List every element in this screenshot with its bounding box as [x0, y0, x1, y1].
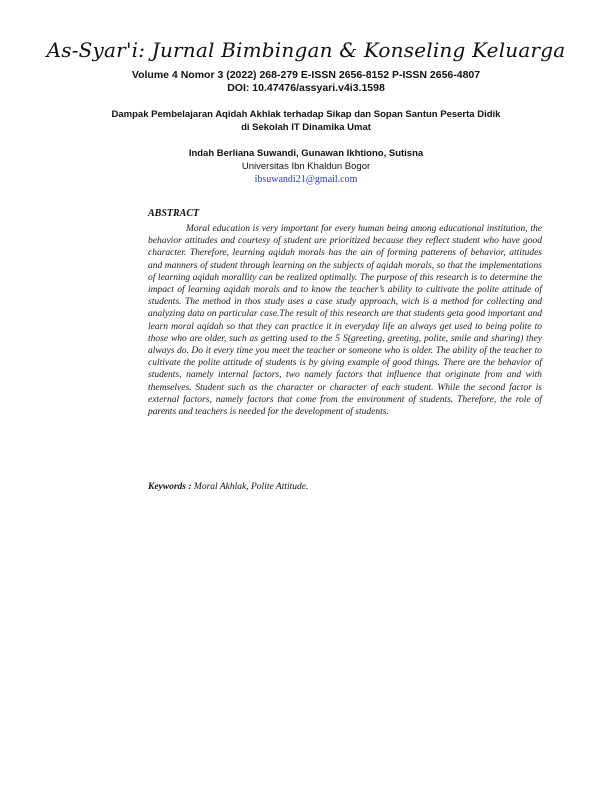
journal-title: As-Syar'i: Jurnal Bimbingan & Konseling Keluarga	[46, 38, 566, 62]
abstract-body: Moral education is very important for every human being among educational institution, the behavior attitudes and courtesy of student are prioritized because they reflect student who have good character. Therefore, learning aqidah morals has the ain of forming patterens of behavior, attitudes and manners of student through learning on the subjects of aqidah morals, so that the implementations of learning aqidah morallity can be realized optimally. The purpose of this research is to determine the impact of learning aqidah morals and to know the teacher’s ability to cultivate the polite attitude of students. The method in thos study uses a case study approach, wich is a method for collecting and analyzing data on particular case.The result of this research are that students geta good important and learn moral aqidah so that they can practice it in everyday life an always get used to being polite to those who are older, such as getting used to the 5 S(greeting, greeting, polite, smile and sharing) they always do. Do it every time you meet the teacher or someone who is older. The ability of the teacher to cultivate the polite attitude of students is by giving example of good things. There are the behavior of students, namely internal factors, two namely factors that influence that originate from and with themselves. Student such as the character or character of each student. While the second factor is external factors, namely factors that come from the environment of students. Therefore, the role of parents and teachers is needed for the development of students.	[148, 224, 542, 418]
keywords-label: Keywords :	[148, 482, 192, 492]
author-list: Indah Berliana Suwandi, Gunawan Ikhtiono, Sutisna	[188, 148, 424, 159]
author-email-link[interactable]: ibsuwandi21@gmail.com	[254, 174, 358, 185]
author-affiliation: Universitas Ibn Khaldun Bogor	[241, 161, 371, 172]
doi-line[interactable]: DOI: 10.47476/assyari.v4i3.1598	[227, 82, 385, 94]
volume-issn-line: Volume 4 Nomor 3 (2022) 268-279 E-ISSN 2656-8152 P-ISSN 2656-4807	[131, 69, 481, 81]
keywords-line	[148, 482, 542, 492]
paper-title: Dampak Pembelajaran Aqidah Akhlak terhadap Sikap dan Sopan Santun Peserta Didik di Sekolah IT Dinamika Umat	[111, 109, 501, 133]
abstract-heading: ABSTRACT	[148, 208, 200, 219]
keywords-value: Moral Akhlak, Polite Attitude.	[191, 482, 309, 492]
